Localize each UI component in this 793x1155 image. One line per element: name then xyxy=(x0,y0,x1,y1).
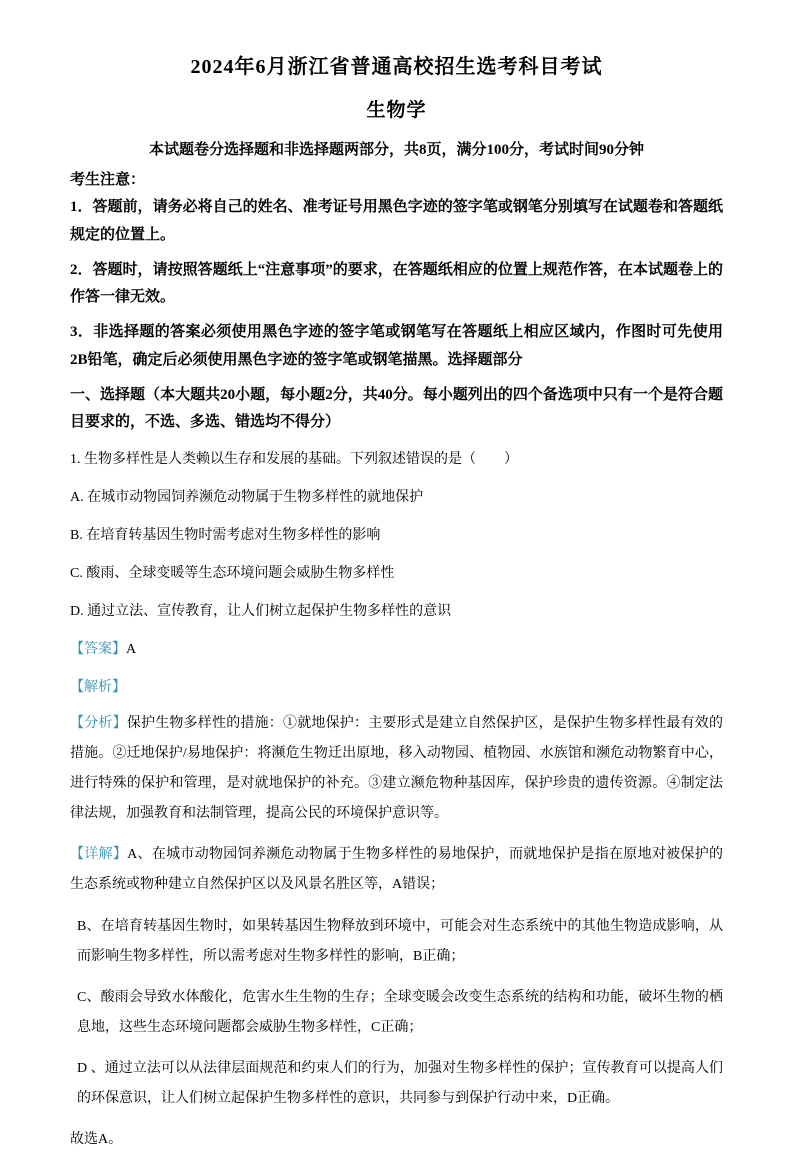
detail-paragraph-a xyxy=(70,840,723,900)
detail-paragraph-b xyxy=(70,912,723,972)
option-d: D. 通过立法、宣传教育，让人们树立起保护生物多样性的意识 xyxy=(70,604,452,619)
option-a: A. 在城市动物园饲养濒危动物属于生物多样性的就地保护 xyxy=(70,490,424,505)
exam-subject: 生物学 xyxy=(366,100,427,121)
detail-paragraph-c xyxy=(70,983,723,1043)
notice-heading: 考生注意： xyxy=(70,172,146,188)
question-1-block xyxy=(70,449,723,1155)
answer-line xyxy=(70,639,723,660)
notice-item-2: 2．答题时，请按照答题纸上“注意事项”的要求，在答题纸相应的位置上规范作答，在本试题卷上的作答一律无效。 xyxy=(70,261,723,306)
analysis-label: 【解析】 xyxy=(70,680,126,695)
conclusion xyxy=(70,1125,723,1155)
notice-item-1: 1．答题前，请务必将自己的姓名、准考证号用黑色字迹的签字笔或钢笔分别填写在试题卷和答题纸规定的位置上。 xyxy=(70,199,723,243)
analysis-heading xyxy=(70,677,723,698)
analysis-text: 保护生物多样性的措施：①就地保护：主要形式是建立自然保护区，是保护生物多样性最有效的措施。②迁地保护/易地保护：将濒危生物迁出原地，移入动物园、植物园、水族馆和濒危动物繁育中心，进行特殊的保护和管理，是对就地保护的补充。③建立濒危物种基因库，保护珍贵的遗传资源。④制定法律法规，加强教育和法制管理，提高公民的环境保护意识等。 xyxy=(70,716,724,822)
answer-label: 【答案】 xyxy=(70,642,126,657)
exam-title: 2024年6月浙江省普通高校招生选考科目考试 xyxy=(190,56,603,78)
detail-text-b: B、在培育转基因生物时，如果转基因生物释放到环境中，可能会对生态系统中的其他生物造成影响，从而影响生物多样性，所以需考虑对生物多样性的影响，B正确； xyxy=(77,918,723,964)
option-b: B. 在培育转基因生物时需考虑对生物多样性的影响 xyxy=(70,528,381,543)
detail-paragraph-d xyxy=(70,1054,723,1114)
detail-text-a: A、在城市动物园饲养濒危动物属于生物多样性的易地保护，而就地保护是指在原地对被保护的生态系统或物种建立自然保护区以及风景名胜区等，A错误； xyxy=(70,847,724,893)
detail-tag: 【详解】 xyxy=(70,847,128,863)
notice-item-3: 3．非选择题的答案必须使用黑色字迹的签字笔或钢笔写在答题纸上相应区域内，作图时可先使用2B铅笔，确定后必须使用黑色字迹的签字笔或钢笔描黑。选择题部分 xyxy=(70,324,723,368)
detail-text-d: D 、通过立法可以从法律层面规范和约束人们的行为，加强对生物多样性的保护；宣传教育可以提高人们的环保意识，让人们树立起保护生物多样性的意识，共同参与到保护行动中来，D正确。 xyxy=(77,1060,723,1107)
exam-summary: 本试题卷分选择题和非选择题两部分，共8页，满分100分，考试时间90分钟 xyxy=(148,142,644,158)
detail-text-c: C、酸雨会导致水体酸化，危害水生生物的生存；全球变暖会改变生态系统的结构和功能，破坏生物的栖息地，这些生态环境问题都会威胁生物多样性，C正确； xyxy=(77,989,723,1035)
section-heading: 一、选择题（本大题共20小题，每小题2分，共40分。每小题列出的四个备选项中只有一个是符合题目要求的，不选、多选、错选均不得分） xyxy=(70,386,723,431)
answer-value: A xyxy=(126,642,137,657)
analysis-paragraph xyxy=(70,709,723,829)
option-c: C. 酸雨、全球变暖等生态环境问题会威胁生物多样性 xyxy=(70,566,395,581)
analysis-tag: 【分析】 xyxy=(70,716,127,731)
conclusion-text: 故选A。 xyxy=(70,1132,123,1148)
question-stem: 1. 生物多样性是人类赖以生存和发展的基础。下列叙述错误的是（ ） xyxy=(70,452,518,467)
